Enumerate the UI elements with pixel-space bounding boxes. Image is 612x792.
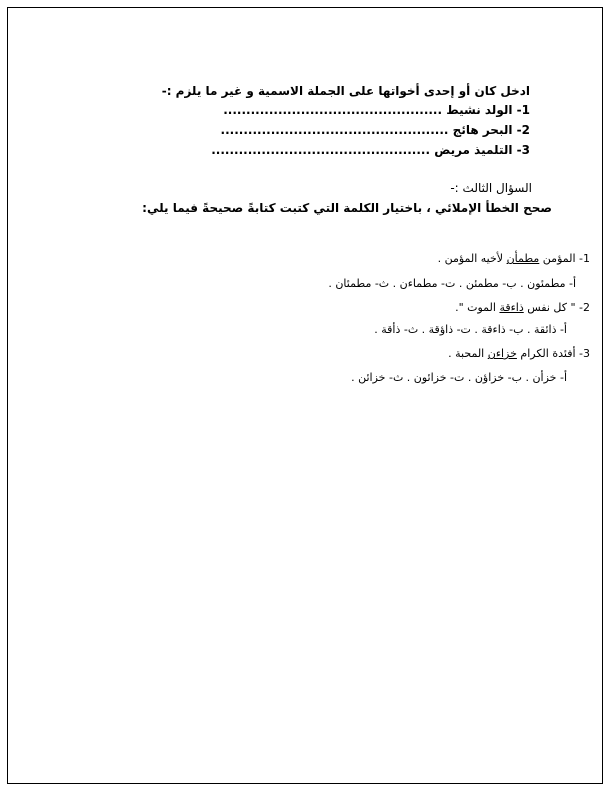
item-text: التلميذ مريض	[434, 143, 513, 157]
item-text: البحر هائج	[452, 123, 513, 137]
item-number: 3-	[516, 143, 530, 157]
question-number: 2-	[579, 301, 590, 314]
section1-item-3	[211, 143, 530, 157]
underlined-word: مطمأن	[506, 252, 540, 265]
section1-item-2	[221, 123, 530, 137]
item-text: الولد نشيط	[446, 103, 513, 117]
question-number: 1-	[579, 252, 590, 265]
answer-blank[interactable]: ................................................	[223, 103, 443, 117]
question-number: 3-	[579, 347, 590, 360]
underlined-word: ذاءقة	[499, 301, 524, 314]
underlined-word: خزاءن	[487, 347, 517, 360]
question-1-options[interactable]: أ- مطمئون . ب- مطمئن . ت- مطماءن . ث- مطمئان .	[328, 277, 576, 290]
section3-heading: السؤال الثالث :-	[450, 181, 532, 195]
section1-instruction: ادخل كان أو إحدى أخواتها على الجملة الاسمية و غير ما يلزم :-	[161, 84, 530, 98]
section1-item-1	[223, 103, 530, 117]
question-3: 3- أفئدة الكرام خزاءن المحبة .	[448, 347, 590, 360]
question-2-options[interactable]: أ- ذائقة . ب- ذاءقة . ت- ذاؤقة . ث- ذأقة .	[374, 323, 567, 336]
item-number: 2-	[516, 123, 530, 137]
question-1: 1- المؤمن مطمأن لأخيه المؤمن .	[437, 252, 590, 265]
question-2: 2- " كل نفس ذاءقة الموت ".	[455, 301, 590, 314]
answer-blank[interactable]: ................................................	[211, 143, 431, 157]
item-number: 1-	[516, 103, 530, 117]
question-3-options[interactable]: أ- خزأن . ب- خزاؤن . ت- خزائون . ث- خزائن .	[351, 371, 567, 384]
answer-blank[interactable]: ..................................................	[220, 123, 449, 137]
section3-instruction: صحح الخطأ الإملائي ، باختيار الكلمة التي كتبت كتابةً صحيحةً فيما يلي:	[142, 201, 552, 215]
